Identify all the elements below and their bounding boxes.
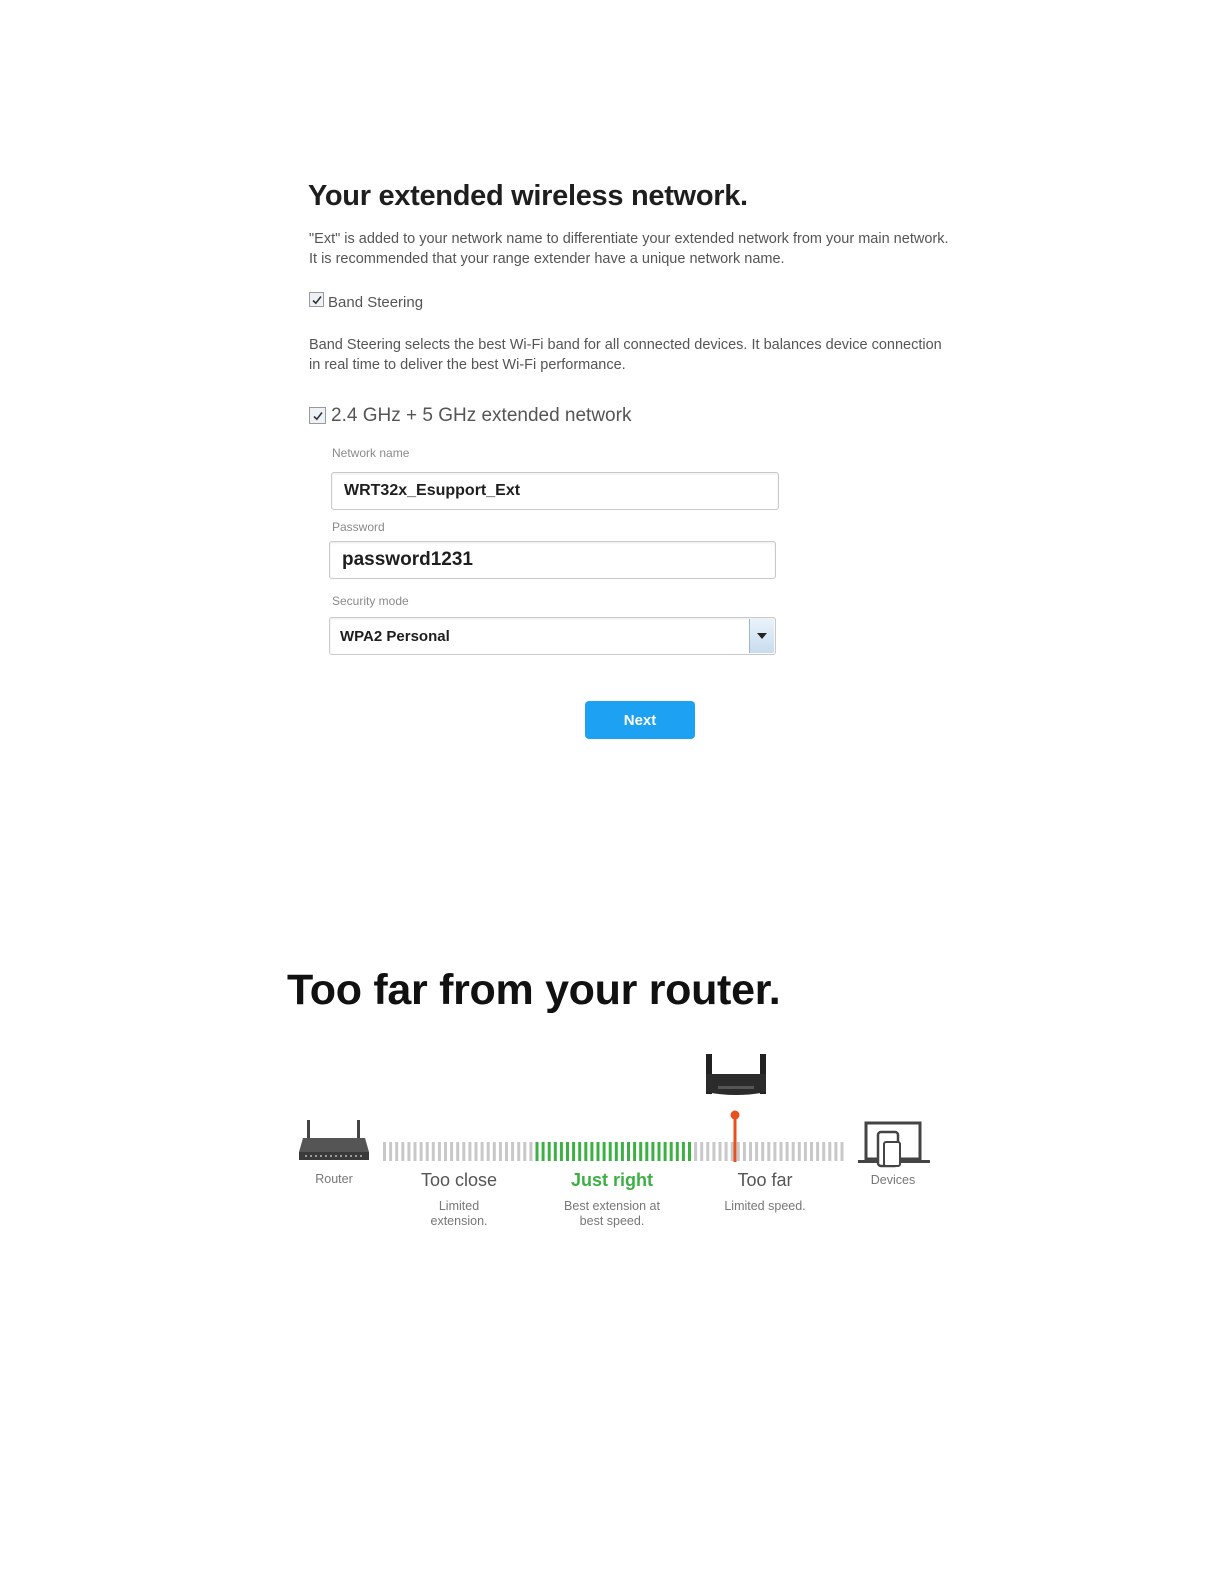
signal-tick (475, 1142, 478, 1161)
signal-tick (383, 1142, 386, 1161)
devices-label: Devices (870, 1173, 916, 1187)
signal-tick (414, 1142, 417, 1161)
signal-tick (481, 1142, 484, 1161)
signal-tick (542, 1142, 545, 1161)
zone-too-far-description: Limited speed. (724, 1199, 806, 1213)
signal-tick (554, 1142, 557, 1161)
signal-tick (816, 1142, 819, 1161)
signal-tick (609, 1142, 612, 1161)
extender-position-marker (734, 1114, 737, 1162)
signal-tick (523, 1142, 526, 1161)
signal-tick (773, 1142, 776, 1161)
signal-tick (639, 1142, 642, 1161)
signal-tick (645, 1142, 648, 1161)
signal-tick (426, 1142, 429, 1161)
router-icon (297, 1120, 371, 1162)
band-steering-checkbox[interactable] (309, 292, 324, 307)
signal-tick (597, 1142, 600, 1161)
zone-just-right-description: Best extension at best speed. (564, 1199, 660, 1228)
signal-tick (792, 1142, 795, 1161)
signal-tick (505, 1142, 508, 1161)
network-name-field[interactable] (331, 472, 779, 510)
signal-tick (529, 1142, 532, 1161)
extender-position-marker-dot (731, 1111, 740, 1120)
router-label: Router (315, 1172, 353, 1186)
password-value: password1231 (342, 549, 473, 570)
signal-tick (706, 1142, 709, 1161)
zone-just-right-title: Just right (570, 1170, 654, 1190)
dual-band-checkbox[interactable] (309, 407, 326, 424)
signal-tick (651, 1142, 654, 1161)
signal-tick (499, 1142, 502, 1161)
signal-tick (517, 1142, 520, 1161)
signal-tick (737, 1142, 740, 1161)
signal-tick (468, 1142, 471, 1161)
signal-tick (487, 1142, 490, 1161)
band-steering-label: Band Steering (328, 294, 424, 311)
page-title: Your extended wireless network. (308, 180, 748, 212)
signal-tick (676, 1142, 679, 1161)
signal-tick (743, 1142, 746, 1161)
extender-icon (702, 1052, 770, 1098)
next-button[interactable]: Next (585, 701, 695, 739)
signal-tick (407, 1142, 410, 1161)
signal-tick (560, 1142, 563, 1161)
signal-tick (536, 1142, 539, 1161)
signal-tick (804, 1142, 807, 1161)
signal-tick (719, 1142, 722, 1161)
signal-tick (731, 1142, 734, 1161)
signal-tick (572, 1142, 575, 1161)
signal-tick (780, 1142, 783, 1161)
network-name-value: WRT32x_Esupport_Ext (344, 482, 521, 499)
signal-tick (658, 1142, 661, 1161)
placement-title: Too far from your router. (287, 966, 781, 1014)
dual-band-label: 2.4 GHz + 5 GHz extended network (331, 405, 632, 426)
zone-too-close-description: Limited extension. (430, 1199, 488, 1228)
signal-tick (834, 1142, 837, 1161)
security-mode-value: WPA2 Personal (340, 627, 450, 645)
signal-tick (755, 1142, 758, 1161)
signal-tick (401, 1142, 404, 1161)
signal-tick (694, 1142, 697, 1161)
signal-tick (621, 1142, 624, 1161)
band-steering-description: Band Steering selects the best Wi-Fi band for all connected devices. It balances device connection in real time to deliver the best Wi-Fi performance. (309, 337, 942, 373)
signal-tick (432, 1142, 435, 1161)
zone-too-close-title: Too close (420, 1170, 498, 1190)
signal-strength-bar (380, 1108, 845, 1166)
signal-tick (828, 1142, 831, 1161)
signal-tick (395, 1142, 398, 1161)
password-field[interactable] (329, 541, 776, 579)
signal-tick (456, 1142, 459, 1161)
signal-tick (633, 1142, 636, 1161)
signal-tick (420, 1142, 423, 1161)
dropdown-button[interactable] (749, 619, 774, 653)
checkmark-icon (312, 410, 324, 422)
signal-tick (603, 1142, 606, 1161)
signal-tick (725, 1142, 728, 1161)
signal-tick (749, 1142, 752, 1161)
signal-tick (438, 1142, 441, 1161)
network-name-description: "Ext" is added to your network name to differentiate your extended network from your main network. It is recommended that your range extender have a unique network name. (309, 231, 949, 267)
security-mode-select[interactable] (329, 617, 776, 655)
checkmark-icon (311, 294, 323, 306)
signal-tick (670, 1142, 673, 1161)
signal-tick (566, 1142, 569, 1161)
security-mode-label: Security mode (332, 594, 409, 608)
signal-tick (700, 1142, 703, 1161)
signal-tick (511, 1142, 514, 1161)
signal-tick (584, 1142, 587, 1161)
signal-tick (664, 1142, 667, 1161)
signal-tick (548, 1142, 551, 1161)
signal-tick (761, 1142, 764, 1161)
signal-tick (493, 1142, 496, 1161)
password-label: Password (332, 520, 385, 534)
signal-tick (444, 1142, 447, 1161)
signal-tick (712, 1142, 715, 1161)
devices-icon (856, 1120, 932, 1170)
signal-tick (627, 1142, 630, 1161)
network-name-label: Network name (332, 446, 410, 460)
signal-tick (798, 1142, 801, 1161)
signal-tick (841, 1142, 844, 1161)
signal-tick (450, 1142, 453, 1161)
signal-tick (767, 1142, 770, 1161)
zone-too-far-title: Too far (737, 1170, 793, 1190)
signal-tick (615, 1142, 618, 1161)
signal-tick (688, 1142, 691, 1161)
signal-tick (822, 1142, 825, 1161)
chevron-down-icon (757, 633, 767, 639)
signal-tick (786, 1142, 789, 1161)
signal-tick (810, 1142, 813, 1161)
signal-tick (462, 1142, 465, 1161)
signal-tick (590, 1142, 593, 1161)
signal-tick (682, 1142, 685, 1161)
signal-tick (578, 1142, 581, 1161)
signal-tick (389, 1142, 392, 1161)
